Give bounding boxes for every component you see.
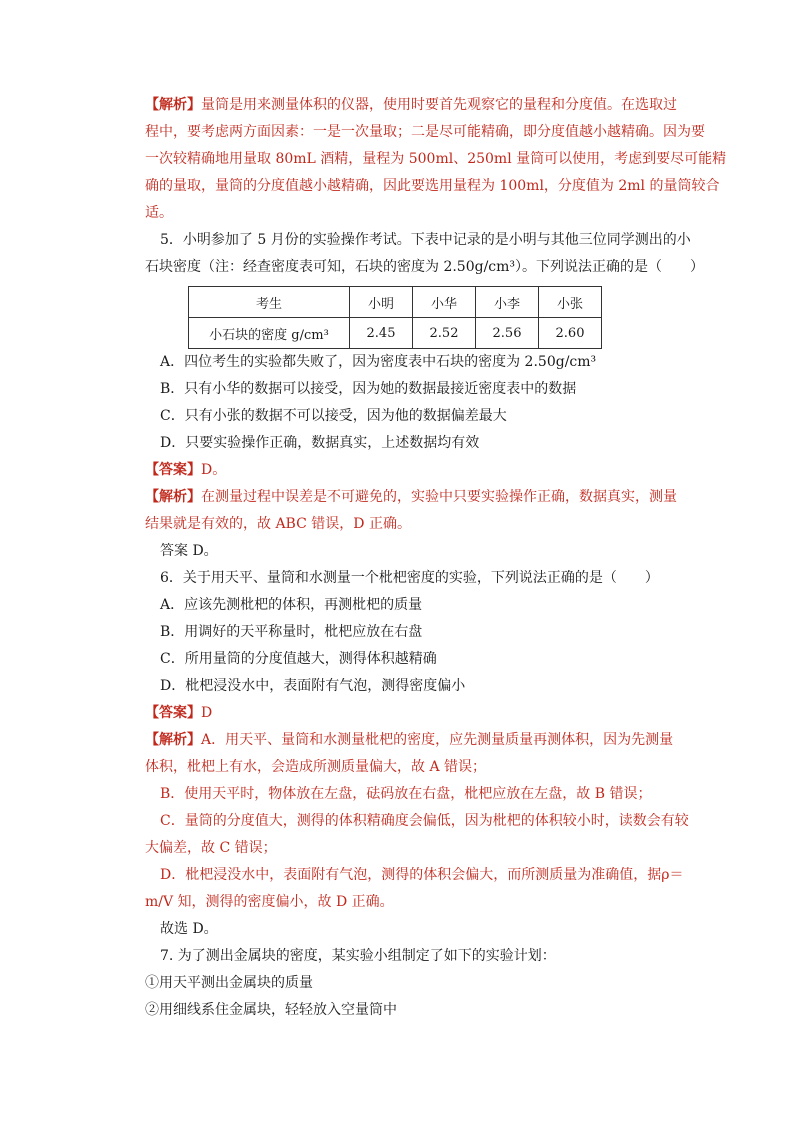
step-item: ②用细线系住金属块，轻轻放入空量筒中: [145, 1002, 397, 1018]
option-c: C．只有小张的数据不可以接受，因为他的数据偏差最大: [160, 408, 507, 424]
option-d: D．枇杷浸没水中，表面附有气泡，测得密度偏小: [160, 678, 466, 694]
analysis-line: 体积，枇杷上有水，会造成所测质量偏大，故 A 错误；: [145, 759, 487, 775]
final-answer: 答案 D。: [160, 543, 218, 559]
density-table: [188, 286, 602, 349]
analysis-line: 结果就是有效的，故 ABC 错误，D 正确。: [145, 516, 411, 532]
step-item: ①用天平测出金属块的质量: [145, 975, 313, 991]
question-stem: 石块密度（注：经查密度表可知，石块的密度为 2.50g/cm³）。下列说法正确的是（ ）: [145, 259, 705, 275]
table-cell: 小明: [350, 287, 413, 318]
analysis-line: 【解析】A．用天平、量筒和水测量枇杷的密度，应先测量质量再测体积，因为先测量: [145, 732, 674, 748]
analysis-line: m/V 知，测得的密度偏小，故 D 正确。: [145, 894, 394, 910]
table-cell: 2.56: [476, 318, 539, 349]
table-header-row: [189, 287, 602, 318]
analysis-line: 确的量取，量筒的分度值越小越精确，因此要选用量程为 100ml，分度值为 2ml 的量筒较合: [145, 178, 720, 194]
analysis-line: D．枇杷浸没水中，表面附有气泡，测得的体积会偏大，而所测质量为准确值，据ρ＝: [160, 867, 684, 883]
answer-tag: 【答案】: [145, 705, 201, 721]
answer-tag: 【答案】: [145, 462, 201, 478]
table-cell: 考生: [189, 287, 350, 318]
answer-value: D。: [201, 462, 227, 478]
analysis-tag: 【解析】: [145, 97, 201, 113]
question-stem: 6．关于用天平、量筒和水测量一个枇杷密度的实验，下列说法正确的是（ ）: [160, 570, 659, 586]
option-a: A．应该先测枇杷的体积，再测枇杷的质量: [160, 597, 423, 613]
option-c: C．所用量筒的分度值越大，测得体积越精确: [160, 651, 437, 667]
answer-line: [145, 460, 226, 482]
option-a: A．四位考生的实验都失败了，因为密度表中石块的密度为 2.50g/cm³: [160, 354, 597, 370]
question-stem: 7. 为了测出金属块的密度，某实验小组制定了如下的实验计划：: [160, 948, 556, 964]
analysis-line: 程中，要考虑两方面因素：一是一次量取；二是尽可能精确，即分度值越小越精确。因为要: [145, 124, 705, 140]
analysis-line: 【解析】量筒是用来测量体积的仪器，使用时要首先观察它的量程和分度值。在选取过: [145, 97, 677, 113]
table-cell: 小李: [476, 287, 539, 318]
analysis-line: C．量筒的分度值大，测得的体积精确度会偏低，因为枇杷的体积较小时，读数会有较: [160, 813, 689, 829]
answer-line: [145, 703, 212, 725]
table-cell: 2.52: [413, 318, 476, 349]
table-row: [189, 318, 602, 349]
option-d: D．只要实验操作正确，数据真实，上述数据均有效: [160, 435, 480, 451]
option-b: B．用调好的天平称量时，枇杷应放在右盘: [160, 624, 423, 640]
analysis-line: B．使用天平时，物体放在左盘，砝码放在右盘，枇杷应放在左盘，故 B 错误；: [160, 786, 652, 802]
analysis-line: 【解析】在测量过程中误差是不可避免的，实验中只要实验操作正确，数据真实，测量: [145, 489, 677, 505]
analysis-tag: 【解析】: [145, 732, 201, 748]
analysis-line: 一次较精确地用量取 80mL 酒精，量程为 500ml、250ml 量筒可以使用，考虑到要尽可能精: [145, 151, 727, 167]
table-cell: 2.45: [350, 318, 413, 349]
table-cell: 小石块的密度 g/cm³: [189, 318, 350, 349]
answer-value: D: [201, 705, 213, 721]
option-b: B．只有小华的数据可以接受，因为她的数据最接近密度表中的数据: [160, 381, 577, 397]
table-cell: 小华: [413, 287, 476, 318]
final-answer: 故选 D。: [160, 921, 218, 937]
question-stem: 5．小明参加了 5 月份的实验操作考试。下表中记录的是小明与其他三位同学测出的小: [160, 232, 691, 248]
table-cell: 2.60: [539, 318, 602, 349]
analysis-tag: 【解析】: [145, 489, 201, 505]
analysis-line: 适。: [145, 205, 173, 221]
analysis-line: 大偏差，故 C 错误；: [145, 840, 277, 856]
table-cell: 小张: [539, 287, 602, 318]
